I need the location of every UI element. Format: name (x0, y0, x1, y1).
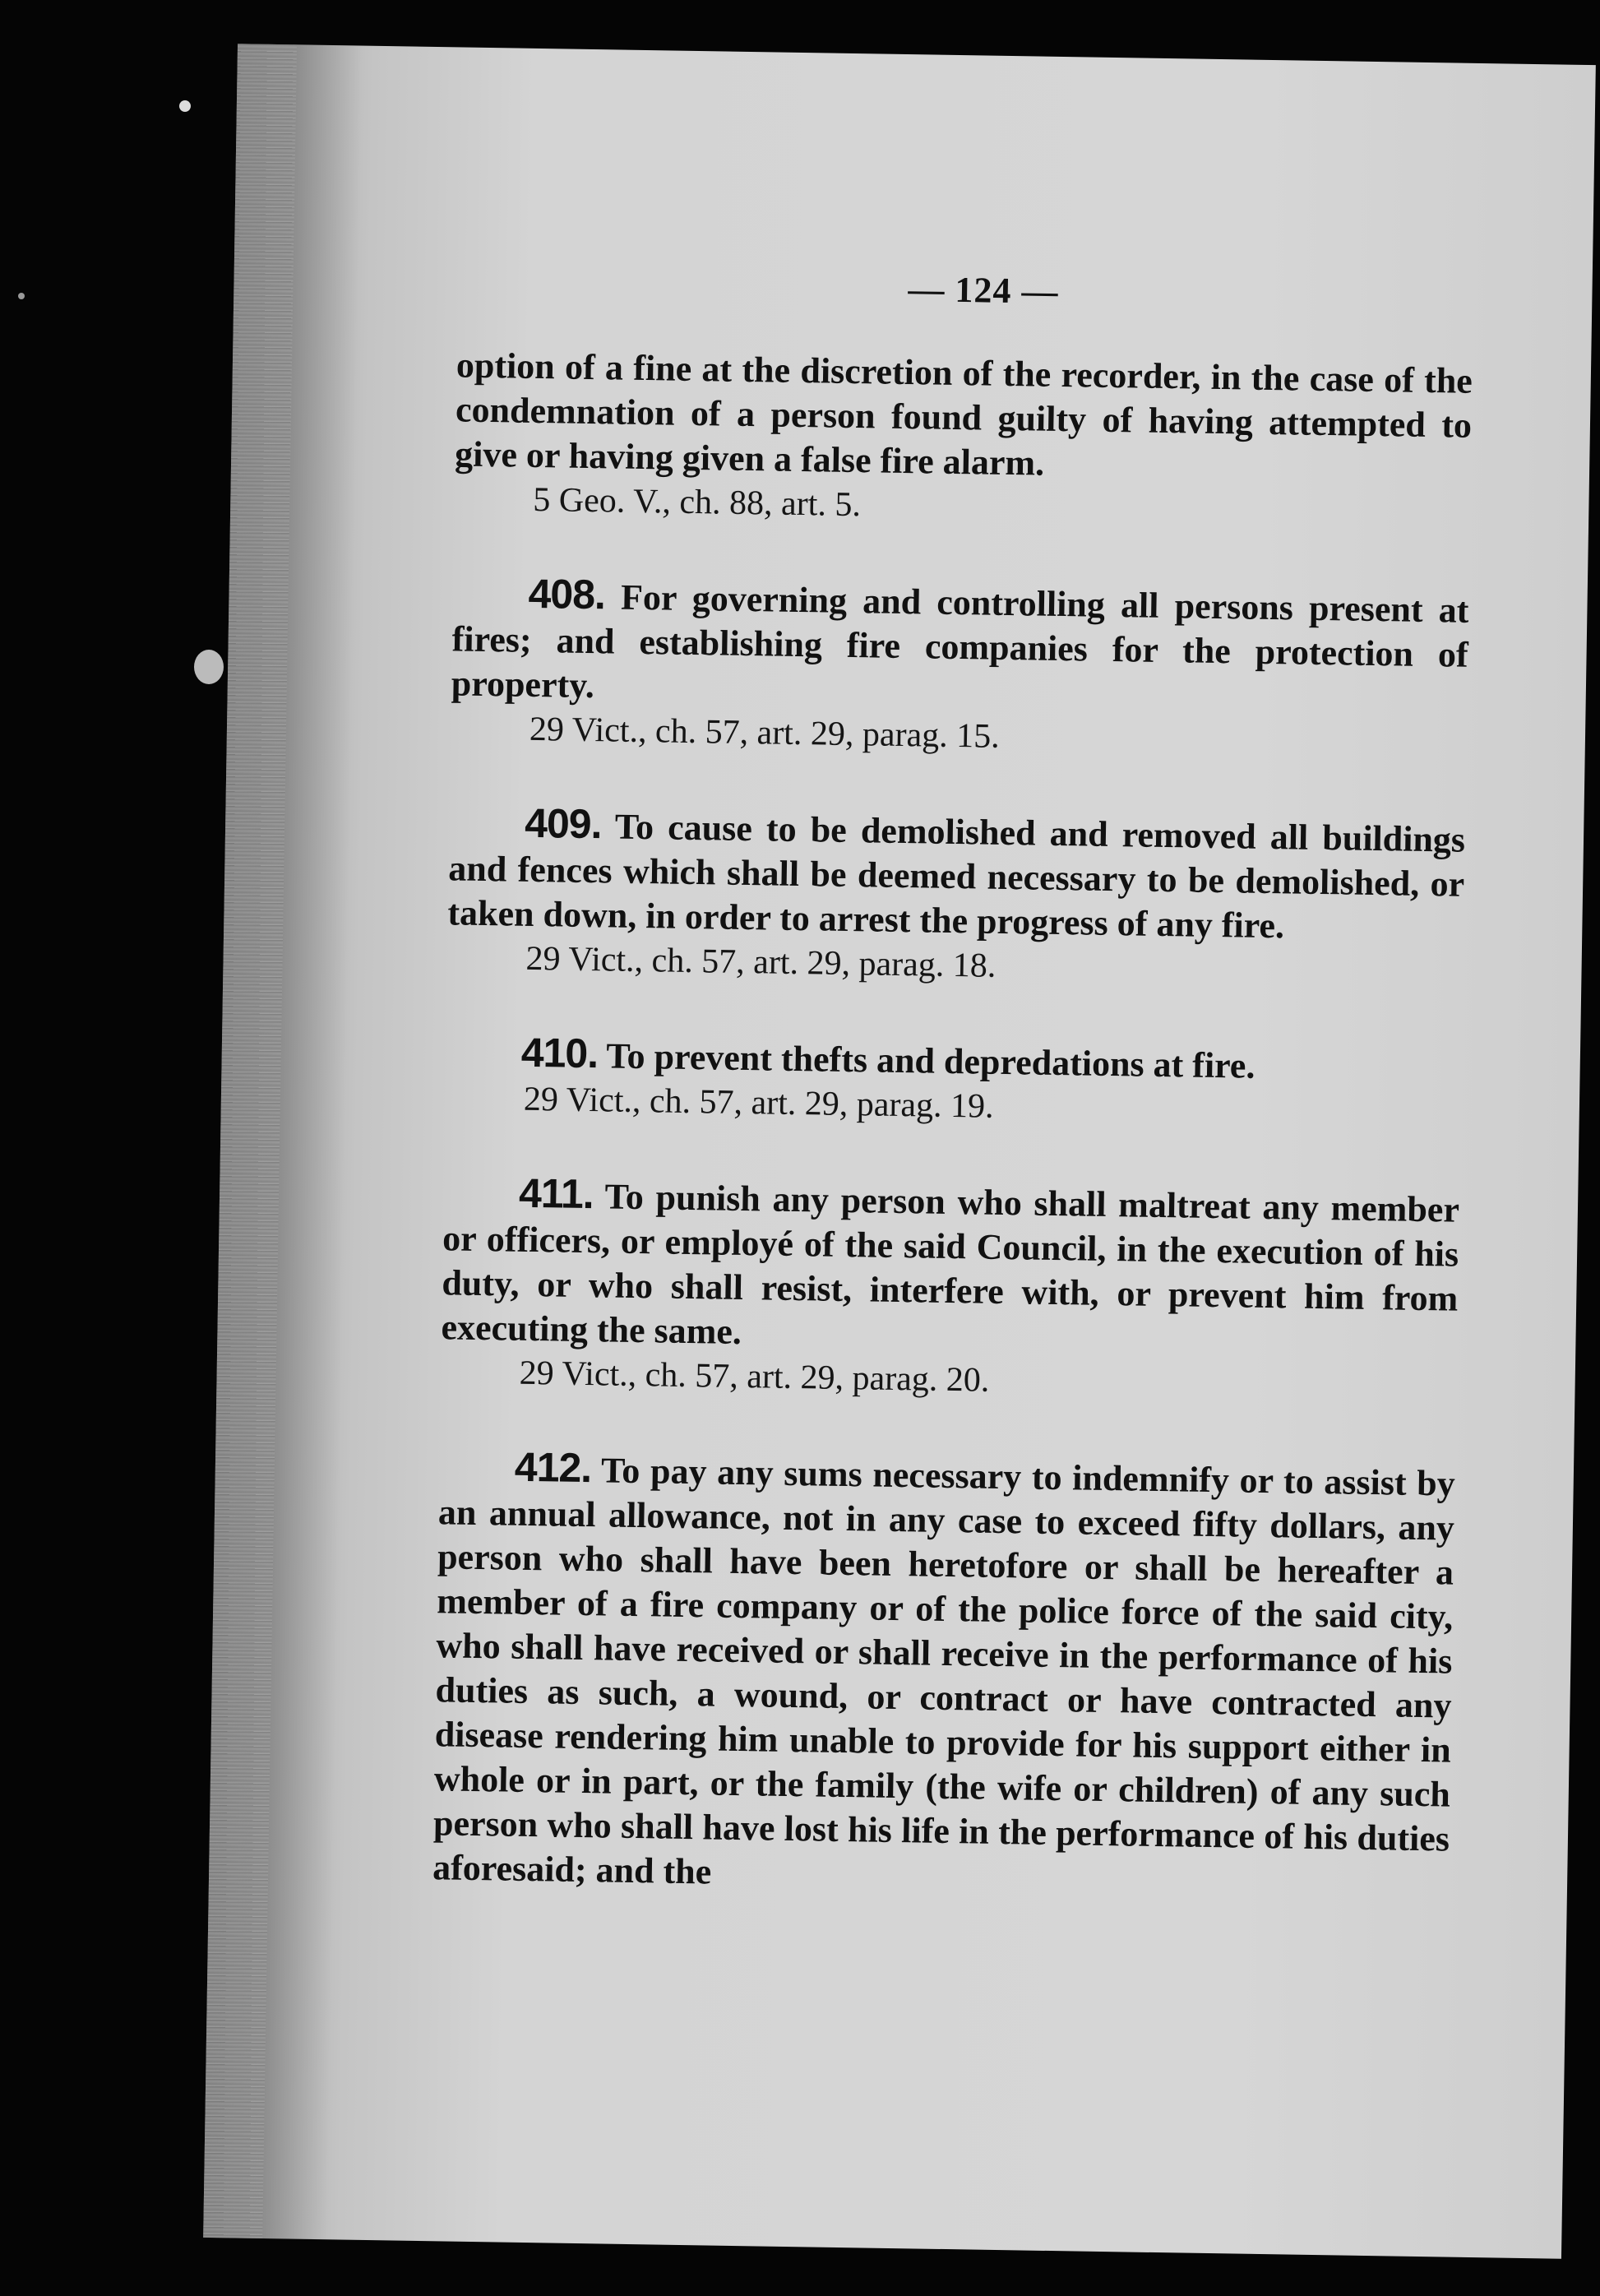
section-411 (441, 1169, 1459, 1365)
scan-speck (194, 650, 224, 684)
scan-speck (18, 293, 25, 299)
section-number-408: 408. (528, 570, 606, 618)
citation-408: 29 Vict., ch. 57, art. 29, parag. 15. (529, 710, 1001, 756)
section-408 (451, 570, 1468, 721)
section-number-412: 412. (514, 1443, 592, 1492)
citation-409: 29 Vict., ch. 57, art. 29, parag. 18. (525, 939, 997, 985)
section-number-411: 411. (518, 1169, 594, 1218)
citation-intro: 5 Geo. V., ch. 88, art. 5. (533, 480, 862, 525)
citation-410: 29 Vict., ch. 57, art. 29, parag. 19. (523, 1080, 994, 1126)
section-number-410: 410. (520, 1029, 599, 1077)
scanned-page (203, 44, 1596, 2259)
paragraph-intro: option of a fine at the discretion of the recorder, in the case of the condemnation of a person found guilty of having attempted to give or having given a false fire alarm. (454, 345, 1473, 484)
citation-411: 29 Vict., ch. 57, art. 29, parag. 20. (519, 1354, 990, 1400)
section-text-409: To cause to be demolished and removed all buildings and fences which shall be deemed necessary to be demolished, or taken down, in order to arrest the progress of any fire. (447, 806, 1466, 947)
section-text-410: To prevent thefts and depredations at fire. (605, 1035, 1255, 1086)
section-412 (432, 1443, 1455, 1905)
scan-speck (179, 100, 191, 112)
section-number-409: 409. (524, 799, 602, 848)
body-text (432, 343, 1473, 1905)
section-text-411: To punish any person who shall maltreat any member or officers, or employé of the said Council, in the execution of his duty, or who shall resist, interfere with, or prevent him from executing the same. (441, 1176, 1460, 1353)
section-409 (447, 799, 1465, 951)
section-text-412: To pay any sums necessary to indemnify or to assist by an annual allowance, not in any case to exceed fifty dollars, any person who shall have been heretofore or shall be hereafter a member of a fire company or of the police force of the said city, who shall have received or shall receive in the performance of his duties as such, a wound, or contract or have contracted any disease rendering him unable to provide for his support either in whole or in part, or the family (the wife or children) of any such person who shall have lost his life in the performance of his duties aforesaid; and the (432, 1450, 1456, 1892)
section-text-408: For governing and controlling all persons present at fires; and establishing fire companies for the protection of property. (451, 576, 1469, 706)
page-number: — 124 — (908, 269, 1059, 312)
